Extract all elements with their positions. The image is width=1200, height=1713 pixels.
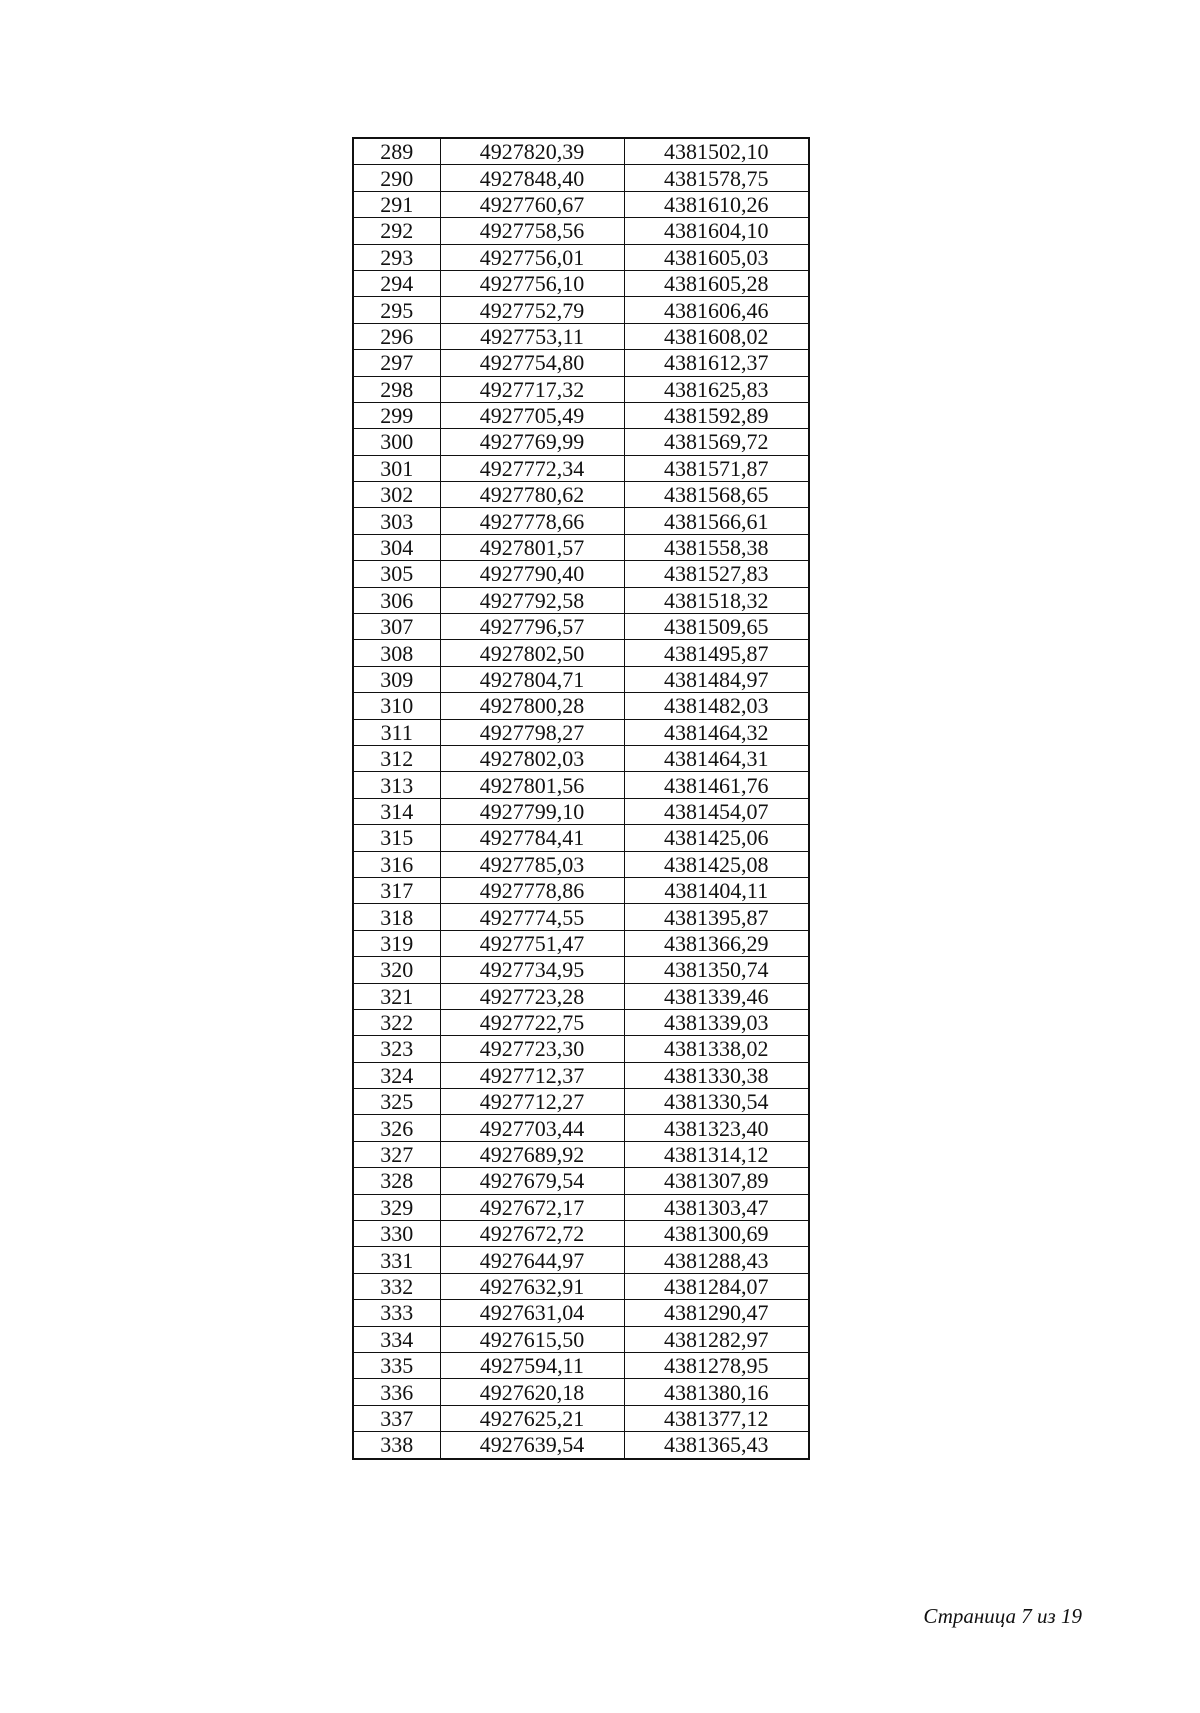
y-coordinate-cell: 4381464,31 — [624, 745, 809, 771]
y-coordinate-cell: 4381323,40 — [624, 1115, 809, 1141]
table-row — [353, 429, 809, 455]
table-row — [353, 1194, 809, 1220]
table-row — [353, 1273, 809, 1299]
table-row — [353, 877, 809, 903]
table-row — [353, 851, 809, 877]
table-row — [353, 1062, 809, 1088]
y-coordinate-cell: 4381339,46 — [624, 983, 809, 1009]
table-row — [353, 1141, 809, 1167]
y-coordinate-cell: 4381605,28 — [624, 270, 809, 296]
y-coordinate-cell: 4381395,87 — [624, 904, 809, 930]
y-coordinate-cell: 4381278,95 — [624, 1352, 809, 1378]
x-coordinate-cell: 4927679,54 — [440, 1168, 624, 1194]
table-row — [353, 798, 809, 824]
x-coordinate-cell: 4927848,40 — [440, 165, 624, 191]
x-coordinate-cell: 4927705,49 — [440, 402, 624, 428]
y-coordinate-cell: 4381509,65 — [624, 614, 809, 640]
table-row — [353, 376, 809, 402]
y-coordinate-cell: 4381605,03 — [624, 244, 809, 270]
point-number-cell: 310 — [353, 693, 440, 719]
x-coordinate-cell: 4927703,44 — [440, 1115, 624, 1141]
point-number-cell: 337 — [353, 1405, 440, 1431]
y-coordinate-cell: 4381290,47 — [624, 1300, 809, 1326]
y-coordinate-cell: 4381612,37 — [624, 350, 809, 376]
point-number-cell: 320 — [353, 957, 440, 983]
point-number-cell: 335 — [353, 1352, 440, 1378]
point-number-cell: 305 — [353, 561, 440, 587]
y-coordinate-cell: 4381314,12 — [624, 1141, 809, 1167]
y-coordinate-cell: 4381578,75 — [624, 165, 809, 191]
y-coordinate-cell: 4381527,83 — [624, 561, 809, 587]
y-coordinate-cell: 4381454,07 — [624, 798, 809, 824]
y-coordinate-cell: 4381366,29 — [624, 930, 809, 956]
y-coordinate-cell: 4381464,32 — [624, 719, 809, 745]
table-row — [353, 614, 809, 640]
table-row — [353, 323, 809, 349]
x-coordinate-cell: 4927802,03 — [440, 745, 624, 771]
y-coordinate-cell: 4381307,89 — [624, 1168, 809, 1194]
x-coordinate-cell: 4927800,28 — [440, 693, 624, 719]
x-coordinate-cell: 4927625,21 — [440, 1405, 624, 1431]
x-coordinate-cell: 4927632,91 — [440, 1273, 624, 1299]
table-row — [353, 508, 809, 534]
y-coordinate-cell: 4381330,38 — [624, 1062, 809, 1088]
table-row — [353, 534, 809, 560]
point-number-cell: 297 — [353, 350, 440, 376]
table-row — [353, 666, 809, 692]
table-row — [353, 640, 809, 666]
x-coordinate-cell: 4927639,54 — [440, 1432, 624, 1459]
table-row — [353, 587, 809, 613]
point-number-cell: 331 — [353, 1247, 440, 1273]
x-coordinate-cell: 4927594,11 — [440, 1352, 624, 1378]
point-number-cell: 302 — [353, 482, 440, 508]
y-coordinate-cell: 4381482,03 — [624, 693, 809, 719]
x-coordinate-cell: 4927780,62 — [440, 482, 624, 508]
x-coordinate-cell: 4927792,58 — [440, 587, 624, 613]
table-row — [353, 772, 809, 798]
x-coordinate-cell: 4927758,56 — [440, 218, 624, 244]
point-number-cell: 296 — [353, 323, 440, 349]
x-coordinate-cell: 4927756,10 — [440, 270, 624, 296]
table-row — [353, 561, 809, 587]
y-coordinate-cell: 4381604,10 — [624, 218, 809, 244]
table-row — [353, 1352, 809, 1378]
table-row — [353, 455, 809, 481]
y-coordinate-cell: 4381282,97 — [624, 1326, 809, 1352]
x-coordinate-cell: 4927712,37 — [440, 1062, 624, 1088]
table-row — [353, 1168, 809, 1194]
table-row — [353, 482, 809, 508]
x-coordinate-cell: 4927672,72 — [440, 1221, 624, 1247]
y-coordinate-cell: 4381380,16 — [624, 1379, 809, 1405]
point-number-cell: 323 — [353, 1036, 440, 1062]
point-number-cell: 309 — [353, 666, 440, 692]
x-coordinate-cell: 4927820,39 — [440, 138, 624, 165]
table-row — [353, 825, 809, 851]
point-number-cell: 322 — [353, 1009, 440, 1035]
x-coordinate-cell: 4927672,17 — [440, 1194, 624, 1220]
table-row — [353, 1405, 809, 1431]
x-coordinate-cell: 4927756,01 — [440, 244, 624, 270]
point-number-cell: 306 — [353, 587, 440, 613]
y-coordinate-cell: 4381569,72 — [624, 429, 809, 455]
point-number-cell: 290 — [353, 165, 440, 191]
table-row — [353, 1379, 809, 1405]
x-coordinate-cell: 4927785,03 — [440, 851, 624, 877]
point-number-cell: 325 — [353, 1089, 440, 1115]
table-row — [353, 693, 809, 719]
x-coordinate-cell: 4927801,57 — [440, 534, 624, 560]
point-number-cell: 292 — [353, 218, 440, 244]
x-coordinate-cell: 4927712,27 — [440, 1089, 624, 1115]
point-number-cell: 338 — [353, 1432, 440, 1459]
x-coordinate-cell: 4927796,57 — [440, 614, 624, 640]
y-coordinate-cell: 4381425,08 — [624, 851, 809, 877]
x-coordinate-cell: 4927801,56 — [440, 772, 624, 798]
y-coordinate-cell: 4381404,11 — [624, 877, 809, 903]
x-coordinate-cell: 4927751,47 — [440, 930, 624, 956]
table-row — [353, 1300, 809, 1326]
x-coordinate-cell: 4927723,28 — [440, 983, 624, 1009]
point-number-cell: 314 — [353, 798, 440, 824]
x-coordinate-cell: 4927644,97 — [440, 1247, 624, 1273]
table-row — [353, 1221, 809, 1247]
y-coordinate-cell: 4381330,54 — [624, 1089, 809, 1115]
point-number-cell: 336 — [353, 1379, 440, 1405]
y-coordinate-cell: 4381377,12 — [624, 1405, 809, 1431]
point-number-cell: 311 — [353, 719, 440, 745]
y-coordinate-cell: 4381606,46 — [624, 297, 809, 323]
point-number-cell: 324 — [353, 1062, 440, 1088]
table-row — [353, 957, 809, 983]
point-number-cell: 291 — [353, 191, 440, 217]
point-number-cell: 319 — [353, 930, 440, 956]
point-number-cell: 334 — [353, 1326, 440, 1352]
y-coordinate-cell: 4381338,02 — [624, 1036, 809, 1062]
y-coordinate-cell: 4381502,10 — [624, 138, 809, 165]
point-number-cell: 308 — [353, 640, 440, 666]
y-coordinate-cell: 4381592,89 — [624, 402, 809, 428]
point-number-cell: 326 — [353, 1115, 440, 1141]
x-coordinate-cell: 4927760,67 — [440, 191, 624, 217]
y-coordinate-cell: 4381284,07 — [624, 1273, 809, 1299]
point-number-cell: 289 — [353, 138, 440, 165]
x-coordinate-cell: 4927734,95 — [440, 957, 624, 983]
table-row — [353, 165, 809, 191]
y-coordinate-cell: 4381518,32 — [624, 587, 809, 613]
x-coordinate-cell: 4927752,79 — [440, 297, 624, 323]
x-coordinate-cell: 4927717,32 — [440, 376, 624, 402]
table-row — [353, 1326, 809, 1352]
x-coordinate-cell: 4927631,04 — [440, 1300, 624, 1326]
point-number-cell: 317 — [353, 877, 440, 903]
point-number-cell: 307 — [353, 614, 440, 640]
y-coordinate-cell: 4381300,69 — [624, 1221, 809, 1247]
y-coordinate-cell: 4381303,47 — [624, 1194, 809, 1220]
table-row — [353, 1247, 809, 1273]
x-coordinate-cell: 4927754,80 — [440, 350, 624, 376]
x-coordinate-cell: 4927774,55 — [440, 904, 624, 930]
y-coordinate-cell: 4381484,97 — [624, 666, 809, 692]
x-coordinate-cell: 4927799,10 — [440, 798, 624, 824]
point-number-cell: 293 — [353, 244, 440, 270]
point-number-cell: 312 — [353, 745, 440, 771]
table-row — [353, 745, 809, 771]
coordinates-table — [352, 137, 810, 1460]
x-coordinate-cell: 4927798,27 — [440, 719, 624, 745]
table-row — [353, 270, 809, 296]
y-coordinate-cell: 4381288,43 — [624, 1247, 809, 1273]
table-row — [353, 138, 809, 165]
point-number-cell: 303 — [353, 508, 440, 534]
table-row — [353, 1432, 809, 1459]
y-coordinate-cell: 4381350,74 — [624, 957, 809, 983]
point-number-cell: 328 — [353, 1168, 440, 1194]
point-number-cell: 330 — [353, 1221, 440, 1247]
point-number-cell: 333 — [353, 1300, 440, 1326]
y-coordinate-cell: 4381365,43 — [624, 1432, 809, 1459]
point-number-cell: 300 — [353, 429, 440, 455]
x-coordinate-cell: 4927722,75 — [440, 1009, 624, 1035]
table-row — [353, 904, 809, 930]
table-row — [353, 1089, 809, 1115]
x-coordinate-cell: 4927802,50 — [440, 640, 624, 666]
coordinates-table-body — [353, 138, 809, 1459]
x-coordinate-cell: 4927772,34 — [440, 455, 624, 481]
table-row — [353, 218, 809, 244]
point-number-cell: 321 — [353, 983, 440, 1009]
x-coordinate-cell: 4927689,92 — [440, 1141, 624, 1167]
x-coordinate-cell: 4927723,30 — [440, 1036, 624, 1062]
page-number: Страница 7 из 19 — [923, 1604, 1082, 1628]
point-number-cell: 313 — [353, 772, 440, 798]
x-coordinate-cell: 4927620,18 — [440, 1379, 624, 1405]
point-number-cell: 299 — [353, 402, 440, 428]
point-number-cell: 329 — [353, 1194, 440, 1220]
y-coordinate-cell: 4381608,02 — [624, 323, 809, 349]
table-row — [353, 191, 809, 217]
point-number-cell: 315 — [353, 825, 440, 851]
table-row — [353, 297, 809, 323]
x-coordinate-cell: 4927784,41 — [440, 825, 624, 851]
point-number-cell: 318 — [353, 904, 440, 930]
table-row — [353, 719, 809, 745]
y-coordinate-cell: 4381566,61 — [624, 508, 809, 534]
table-row — [353, 402, 809, 428]
point-number-cell: 332 — [353, 1273, 440, 1299]
table-row — [353, 350, 809, 376]
point-number-cell: 316 — [353, 851, 440, 877]
x-coordinate-cell: 4927753,11 — [440, 323, 624, 349]
x-coordinate-cell: 4927778,86 — [440, 877, 624, 903]
point-number-cell: 298 — [353, 376, 440, 402]
table-row — [353, 1009, 809, 1035]
y-coordinate-cell: 4381571,87 — [624, 455, 809, 481]
table-row — [353, 1036, 809, 1062]
y-coordinate-cell: 4381461,76 — [624, 772, 809, 798]
point-number-cell: 304 — [353, 534, 440, 560]
table-row — [353, 1115, 809, 1141]
y-coordinate-cell: 4381495,87 — [624, 640, 809, 666]
x-coordinate-cell: 4927778,66 — [440, 508, 624, 534]
y-coordinate-cell: 4381625,83 — [624, 376, 809, 402]
table-row — [353, 983, 809, 1009]
point-number-cell: 301 — [353, 455, 440, 481]
point-number-cell: 295 — [353, 297, 440, 323]
y-coordinate-cell: 4381568,65 — [624, 482, 809, 508]
point-number-cell: 327 — [353, 1141, 440, 1167]
x-coordinate-cell: 4927769,99 — [440, 429, 624, 455]
table-row — [353, 244, 809, 270]
y-coordinate-cell: 4381558,38 — [624, 534, 809, 560]
y-coordinate-cell: 4381610,26 — [624, 191, 809, 217]
y-coordinate-cell: 4381339,03 — [624, 1009, 809, 1035]
x-coordinate-cell: 4927804,71 — [440, 666, 624, 692]
point-number-cell: 294 — [353, 270, 440, 296]
x-coordinate-cell: 4927615,50 — [440, 1326, 624, 1352]
x-coordinate-cell: 4927790,40 — [440, 561, 624, 587]
y-coordinate-cell: 4381425,06 — [624, 825, 809, 851]
table-row — [353, 930, 809, 956]
